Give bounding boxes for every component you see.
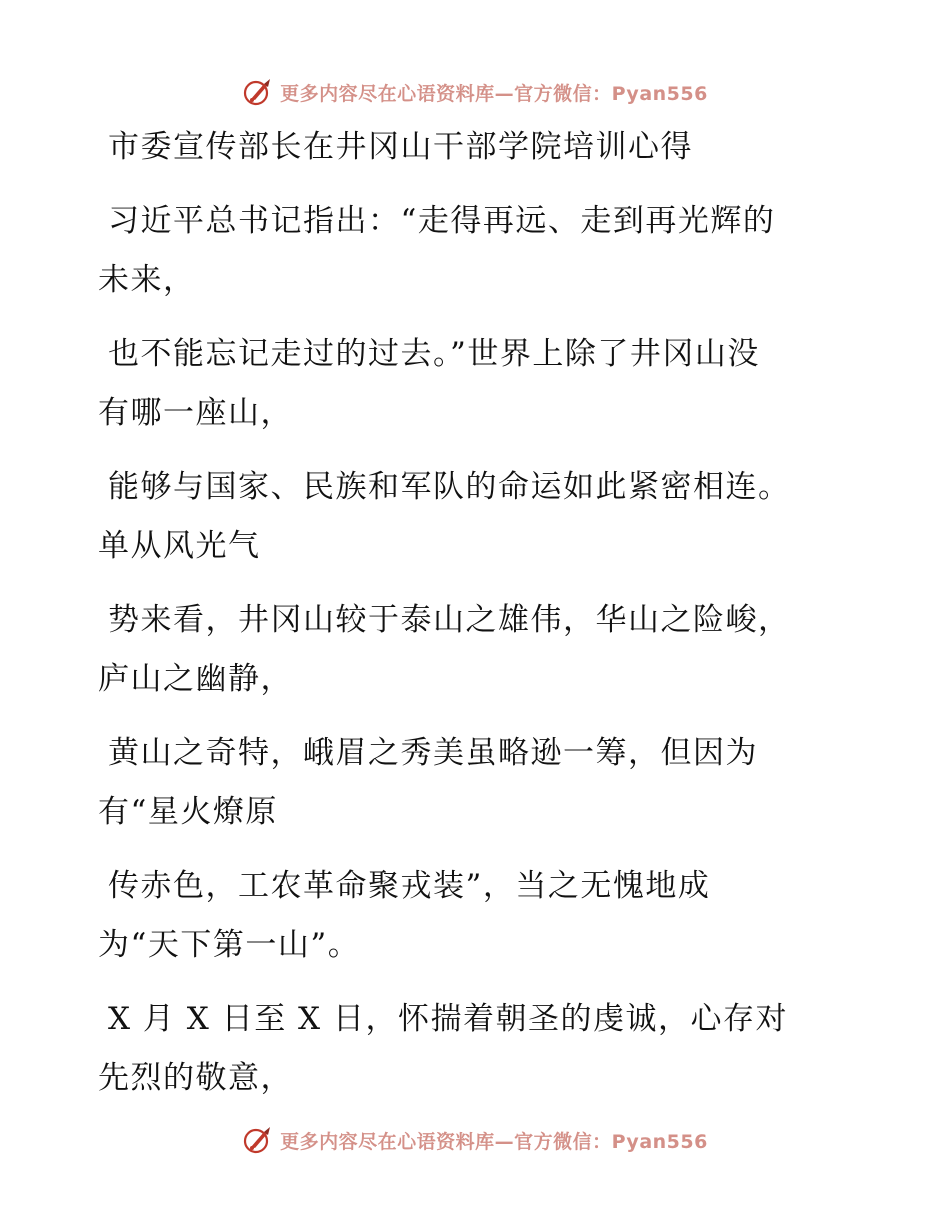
text-line: 能够与国家、民族和军队的命运如此紧密相连。: [108, 469, 791, 505]
banner-text: 更多内容尽在心语资料库—官方微信：Pyan556: [280, 82, 708, 105]
footer-watermark-banner: [0, 1120, 950, 1160]
quill-logo-icon: [242, 76, 274, 108]
quill-logo-icon: [242, 1124, 274, 1156]
header-watermark-banner: [0, 72, 950, 112]
text-line: 先烈的敬意，: [98, 1060, 293, 1096]
text-line: 有哪一座山，: [98, 395, 293, 431]
banner-text: 更多内容尽在心语资料库—官方微信：Pyan556: [280, 1130, 708, 1153]
text-line: 势来看，井冈山较于泰山之雄伟，华山之险峻，: [108, 602, 791, 638]
text-line: 传赤色，工农革命聚戎装”，当之无愧地成: [108, 868, 711, 904]
text-line: 庐山之幽静，: [98, 661, 293, 697]
text-line: 习近平总书记指出：“走得再远、走到再光辉的: [108, 203, 776, 239]
document-title: 市委宣传部长在井冈山干部学院培训心得: [108, 129, 693, 165]
text-line: 黄山之奇特，峨眉之秀美虽略逊一筹，但因为: [108, 735, 758, 771]
text-line: 也不能忘记走过的过去。”世界上除了井冈山没: [108, 336, 760, 372]
text-line: 为“天下第一山”。: [98, 927, 361, 963]
text-line: 单从风光气: [98, 528, 261, 564]
text-line: X 月 X 日至 X 日，怀揣着朝圣的虔诚，心存对: [108, 1001, 788, 1037]
text-line: 有“星火燎原: [98, 794, 278, 830]
text-line: 未来，: [98, 262, 196, 298]
